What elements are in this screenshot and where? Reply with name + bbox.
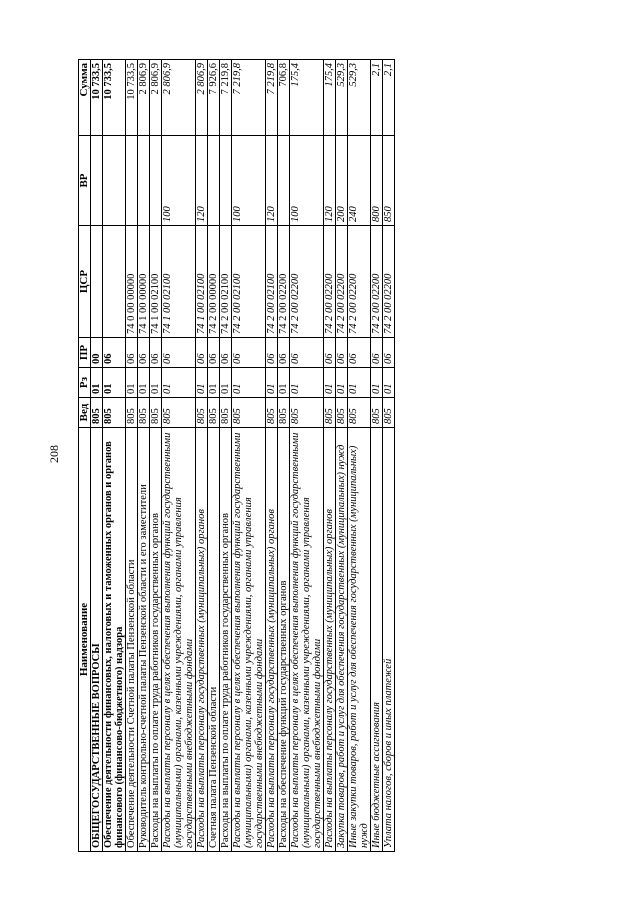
cell-csr: 74 2 00 02100 (266, 226, 278, 338)
cell-pr: 06 (336, 338, 348, 368)
cell-ved: 805 (126, 398, 138, 428)
cell-name: Уплата налогов, сборов и иных платежей (383, 428, 395, 852)
cell-vr: 100 (290, 136, 324, 226)
table-header-row (79, 60, 91, 852)
cell-sum: 529,3 (348, 60, 371, 136)
cell-pr: 06 (220, 338, 232, 368)
table-row (103, 60, 126, 852)
cell-name: Расходы на выплаты персоналу государственных (муниципальных) органов (196, 428, 208, 852)
cell-pr: 06 (290, 338, 324, 368)
cell-rz: 01 (324, 368, 336, 398)
cell-ved: 805 (290, 398, 324, 428)
cell-name: Расходы на выплаты персоналу в целях обеспечения выполнения функций государственными (муниципальными) органами, казенными учреждениями, органами управления государственными внебюджетными фондами (232, 428, 266, 852)
cell-sum: 10 733,5 (126, 60, 138, 136)
cell-sum: 2,1 (371, 60, 383, 136)
cell-csr: 74 2 00 02200 (336, 226, 348, 338)
cell-name: Расходы на выплаты персоналу в целях обеспечения выполнения функций государственными (муниципальными) органами, казенными учреждениями, органами управления государственными внебюджетными фондами (290, 428, 324, 852)
cell-ved: 805 (336, 398, 348, 428)
cell-ved: 805 (232, 398, 266, 428)
table-row (208, 60, 220, 852)
cell-pr: 06 (348, 338, 371, 368)
cell-rz: 01 (290, 368, 324, 398)
cell-rz: 01 (220, 368, 232, 398)
cell-ved: 805 (138, 398, 150, 428)
table-body (91, 60, 395, 852)
cell-vr: 200 (336, 136, 348, 226)
table-row (371, 60, 383, 852)
cell-csr: 74 2 00 02200 (324, 226, 336, 338)
cell-pr: 06 (371, 338, 383, 368)
cell-sum: 7 219,8 (266, 60, 278, 136)
rotated-table-wrapper (78, 60, 528, 852)
cell-name: Закупка товаров, работ и услуг для обеспечения государственных (муниципальных) нужд (336, 428, 348, 852)
cell-rz: 01 (196, 368, 208, 398)
table-row (336, 60, 348, 852)
cell-sum: 2 806,9 (150, 60, 162, 136)
header-vr: ВР (79, 136, 91, 226)
cell-sum: 7 219,8 (232, 60, 266, 136)
table-row (162, 60, 196, 852)
cell-name: Руководитель контрольно-счетной палаты Пензенской области и его заместители (138, 428, 150, 852)
cell-csr (91, 226, 103, 338)
cell-csr: 74 1 00 02100 (150, 226, 162, 338)
cell-sum: 2 806,9 (138, 60, 150, 136)
cell-name: Расходы на выплаты персоналу государственных (муниципальных) органов (266, 428, 278, 852)
cell-vr: 100 (232, 136, 266, 226)
cell-vr: 240 (348, 136, 371, 226)
cell-csr: 74 2 00 02200 (371, 226, 383, 338)
cell-csr: 74 0 00 00000 (126, 226, 138, 338)
cell-rz: 01 (162, 368, 196, 398)
cell-ved: 805 (383, 398, 395, 428)
cell-pr: 06 (162, 338, 196, 368)
cell-rz: 01 (208, 368, 220, 398)
cell-pr: 06 (266, 338, 278, 368)
cell-sum: 529,3 (336, 60, 348, 136)
header-rz: Рз (79, 368, 91, 398)
cell-rz: 01 (371, 368, 383, 398)
cell-rz: 01 (103, 368, 126, 398)
cell-rz: 01 (126, 368, 138, 398)
cell-ved: 805 (266, 398, 278, 428)
cell-pr: 06 (232, 338, 266, 368)
table-row (383, 60, 395, 852)
cell-csr: 74 2 00 02100 (232, 226, 266, 338)
cell-ved: 805 (348, 398, 371, 428)
cell-sum: 10 733,5 (91, 60, 103, 136)
cell-ved: 805 (91, 398, 103, 428)
table-row (126, 60, 138, 852)
cell-vr (138, 136, 150, 226)
cell-rz: 01 (278, 368, 290, 398)
budget-table (78, 59, 395, 852)
table-row (220, 60, 232, 852)
cell-pr: 06 (103, 338, 126, 368)
cell-ved: 805 (208, 398, 220, 428)
cell-pr: 06 (126, 338, 138, 368)
table-row (232, 60, 266, 852)
cell-vr: 850 (383, 136, 395, 226)
cell-name: Обеспечение деятельности Счетной палаты Пензенской области (126, 428, 138, 852)
cell-ved: 805 (103, 398, 126, 428)
cell-ved: 805 (162, 398, 196, 428)
cell-csr: 74 2 00 02200 (348, 226, 371, 338)
cell-rz: 01 (383, 368, 395, 398)
cell-csr: 74 2 00 02200 (383, 226, 395, 338)
cell-pr: 06 (383, 338, 395, 368)
cell-name: Расходы на выплаты по оплате труда работников государственных органов (220, 428, 232, 852)
cell-pr: 06 (196, 338, 208, 368)
cell-pr: 06 (138, 338, 150, 368)
cell-rz: 01 (150, 368, 162, 398)
cell-ved: 805 (220, 398, 232, 428)
cell-csr: 74 2 00 02200 (278, 226, 290, 338)
table-row (196, 60, 208, 852)
cell-csr: 74 1 00 02100 (162, 226, 196, 338)
cell-rz: 01 (138, 368, 150, 398)
table-row (266, 60, 278, 852)
cell-csr: 74 1 00 02100 (196, 226, 208, 338)
cell-vr (278, 136, 290, 226)
cell-csr: 74 2 00 00000 (208, 226, 220, 338)
cell-vr: 120 (324, 136, 336, 226)
cell-rz: 01 (232, 368, 266, 398)
cell-vr (208, 136, 220, 226)
header-pr: ПР (79, 338, 91, 368)
cell-sum: 10 733,5 (103, 60, 126, 136)
cell-csr: 74 2 00 02200 (290, 226, 324, 338)
cell-pr: 00 (91, 338, 103, 368)
cell-vr (220, 136, 232, 226)
cell-rz: 01 (348, 368, 371, 398)
page-number: 208 (47, 445, 61, 463)
cell-ved: 805 (324, 398, 336, 428)
cell-name: Расходы на выплаты персоналу в целях обеспечения выполнения функций государственными (муниципальными) органами, казенными учреждениями, органами управления государственными внебюджетными фондами (162, 428, 196, 852)
table-row (348, 60, 371, 852)
cell-vr (150, 136, 162, 226)
table-row (290, 60, 324, 852)
cell-sum: 175,4 (324, 60, 336, 136)
cell-sum: 175,4 (290, 60, 324, 136)
cell-vr: 100 (162, 136, 196, 226)
cell-sum: 2,1 (383, 60, 395, 136)
header-ved: Вед (79, 398, 91, 428)
cell-sum: 7 219,8 (220, 60, 232, 136)
cell-rz: 01 (91, 368, 103, 398)
cell-name: Иные бюджетные ассигнования (371, 428, 383, 852)
cell-vr: 120 (196, 136, 208, 226)
cell-name: Счетная палата Пензенской области (208, 428, 220, 852)
table-row (138, 60, 150, 852)
cell-csr (103, 226, 126, 338)
table-row (278, 60, 290, 852)
cell-sum: 706,8 (278, 60, 290, 136)
cell-vr: 120 (266, 136, 278, 226)
table-row (324, 60, 336, 852)
cell-name: Расходы на выплаты по оплате труда работников государственных органов (150, 428, 162, 852)
header-csr: ЦСР (79, 226, 91, 338)
cell-sum: 2 806,9 (162, 60, 196, 136)
cell-rz: 01 (336, 368, 348, 398)
cell-name: Обеспечение деятельности финансовых, налоговых и таможенных органов и органов финансового (финансово-бюджетного) надзора (103, 428, 126, 852)
cell-name: ОБЩЕГОСУДАРСТВЕННЫЕ ВОПРОСЫ (91, 428, 103, 852)
table-row (150, 60, 162, 852)
header-sum: Сумма (79, 60, 91, 136)
cell-pr: 06 (324, 338, 336, 368)
cell-pr: 06 (208, 338, 220, 368)
cell-ved: 805 (150, 398, 162, 428)
cell-vr (103, 136, 126, 226)
cell-pr: 06 (150, 338, 162, 368)
cell-rz: 01 (266, 368, 278, 398)
cell-vr: 800 (371, 136, 383, 226)
cell-vr (126, 136, 138, 226)
table-row (91, 60, 103, 852)
cell-csr: 74 2 00 02100 (220, 226, 232, 338)
cell-ved: 805 (196, 398, 208, 428)
cell-vr (91, 136, 103, 226)
cell-name: Расходы на обеспечение функций государственных органов (278, 428, 290, 852)
cell-ved: 805 (278, 398, 290, 428)
cell-sum: 2 806,9 (196, 60, 208, 136)
cell-csr: 74 1 00 00000 (138, 226, 150, 338)
cell-pr: 06 (278, 338, 290, 368)
cell-name: Расходы на выплаты персоналу государственных (муниципальных) органов (324, 428, 336, 852)
cell-sum: 7 926,6 (208, 60, 220, 136)
cell-name: Иные закупки товаров, работ и услуг для обеспечения государственных (муниципальных) нужд (348, 428, 371, 852)
cell-ved: 805 (371, 398, 383, 428)
header-name: Наименование (79, 428, 91, 852)
